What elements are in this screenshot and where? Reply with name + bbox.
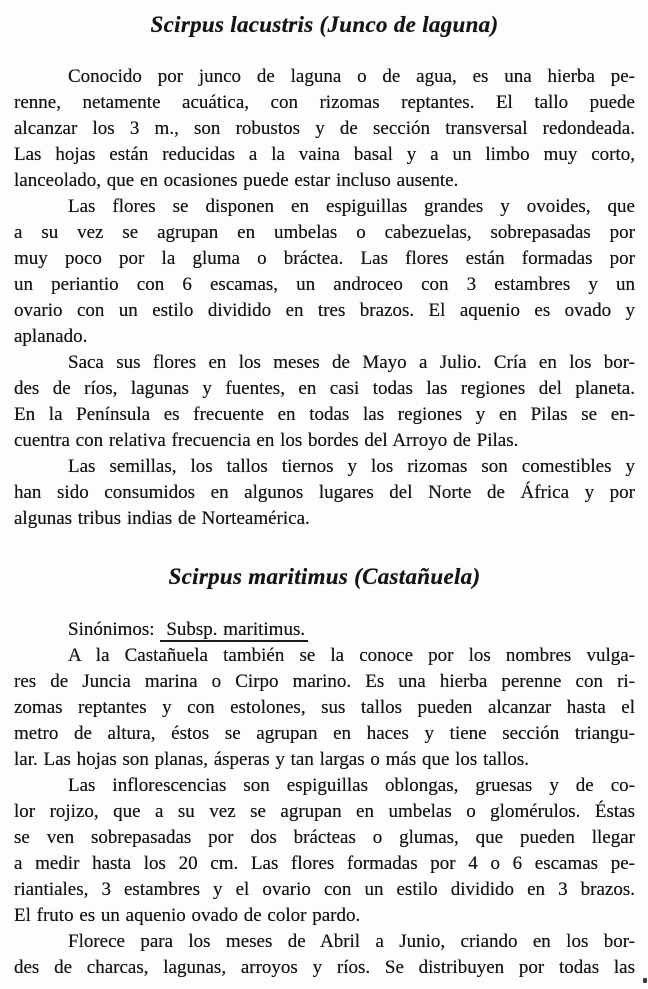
text-line: Las hojas están reducidas a la vaina basal y a un limbo muy corto, <box>14 144 635 165</box>
text-line: lar. Las hojas son planas, ásperas y tan largas o más que los tallos. <box>14 749 529 770</box>
text-line: Las inflorescencias son espiguillas oblongas, gruesas y de co- <box>68 775 635 796</box>
text-line: Las semillas, los tallos tiernos y los rizomas son comestibles y <box>68 456 635 477</box>
text-line: Saca sus flores en los meses de Mayo a Julio. Cría en los bor- <box>68 352 635 373</box>
text-line: cuentra con relativa frecuencia en los bordes del Arroyo de Pilas. <box>14 430 519 451</box>
text-line: des de ríos, lagunas y fuentes, en casi todas las regiones del planeta. <box>14 378 635 399</box>
paragraph <box>14 454 635 532</box>
text-line: En la Península es frecuente en todas las regiones y en Pilas se en- <box>14 404 635 425</box>
text-line: riantiales, 3 estambres y el ovario con un estilo dividido en 3 brazos. <box>14 879 635 900</box>
text-line: un periantio con 6 escamas, un androceo con 3 estambres y un <box>14 274 635 295</box>
text-line: ovario con un estilo dividido en tres brazos. El aquenio es ovado y <box>14 300 635 321</box>
text-line: lor rojizo, que a su vez se agrupan en umbelas o glomérulos. Éstas <box>14 801 635 822</box>
text-line: Conocido por junco de laguna o de agua, es una hierba pe- <box>68 66 635 87</box>
synonyms-value: Subsp. maritimus. <box>160 619 308 642</box>
document-body <box>14 10 635 981</box>
text-line: muy poco por la gluma o bráctea. Las flores están formadas por <box>14 248 635 269</box>
text-line: metro de altura, éstos se agrupan en haces y tiene sección triangu- <box>14 723 635 744</box>
text-line: han sido consumidos en algunos lugares del Norte de África y por <box>14 482 635 503</box>
text-line: renne, netamente acuática, con rizomas reptantes. El tallo puede <box>14 92 635 113</box>
text-line: aplanado. <box>14 326 88 347</box>
paragraph <box>14 773 635 929</box>
section-title: Scirpus maritimus (Castañuela) <box>168 564 481 589</box>
text-line: se ven sobrepasadas por dos brácteas o glumas, que pueden llegar <box>14 827 635 848</box>
text-line: a medir hasta los 20 cm. Las flores formadas por 4 o 6 escamas pe- <box>14 853 635 874</box>
species-section <box>14 10 635 532</box>
text-line: a su vez se agrupan en umbelas o cabezuelas, sobrepasadas por <box>14 222 635 243</box>
paragraph <box>14 64 635 194</box>
text-line: A la Castañuela también se la conoce por los nombres vulga- <box>68 645 635 666</box>
text-line: Florece para los meses de Abril a Junio, criando en los bor- <box>68 931 635 952</box>
paragraph <box>14 350 635 454</box>
scan-speck <box>643 978 647 983</box>
text-line: lanceolado, que en ocasiones puede estar incluso ausente. <box>14 170 459 191</box>
text-line: des de charcas, lagunas, arroyos y ríos. Se distribuyen por todas las <box>14 957 635 978</box>
species-section <box>14 562 635 981</box>
paragraph <box>14 643 635 773</box>
text-line: zomas reptantes y con estolones, sus tallos pueden alcanzar hasta el <box>14 697 635 718</box>
text-line: Las flores se disponen en espiguillas grandes y ovoides, que <box>68 196 635 217</box>
paragraph <box>14 194 635 350</box>
text-line: El fruto es un aquenio ovado de color pardo. <box>14 905 361 926</box>
synonyms-line <box>14 617 635 643</box>
text-line: alcanzar los 3 m., son robustos y de sección transversal redondeada. <box>14 118 635 139</box>
synonyms-label: Sinónimos: <box>68 619 161 640</box>
section-title: Scirpus lacustris (Junco de laguna) <box>150 12 499 37</box>
text-line: algunas tribus indias de Norteamérica. <box>14 508 310 529</box>
paragraph <box>14 929 635 981</box>
text-line: res de Juncia marina o Cirpo marino. Es una hierba perenne con ri- <box>14 671 635 692</box>
